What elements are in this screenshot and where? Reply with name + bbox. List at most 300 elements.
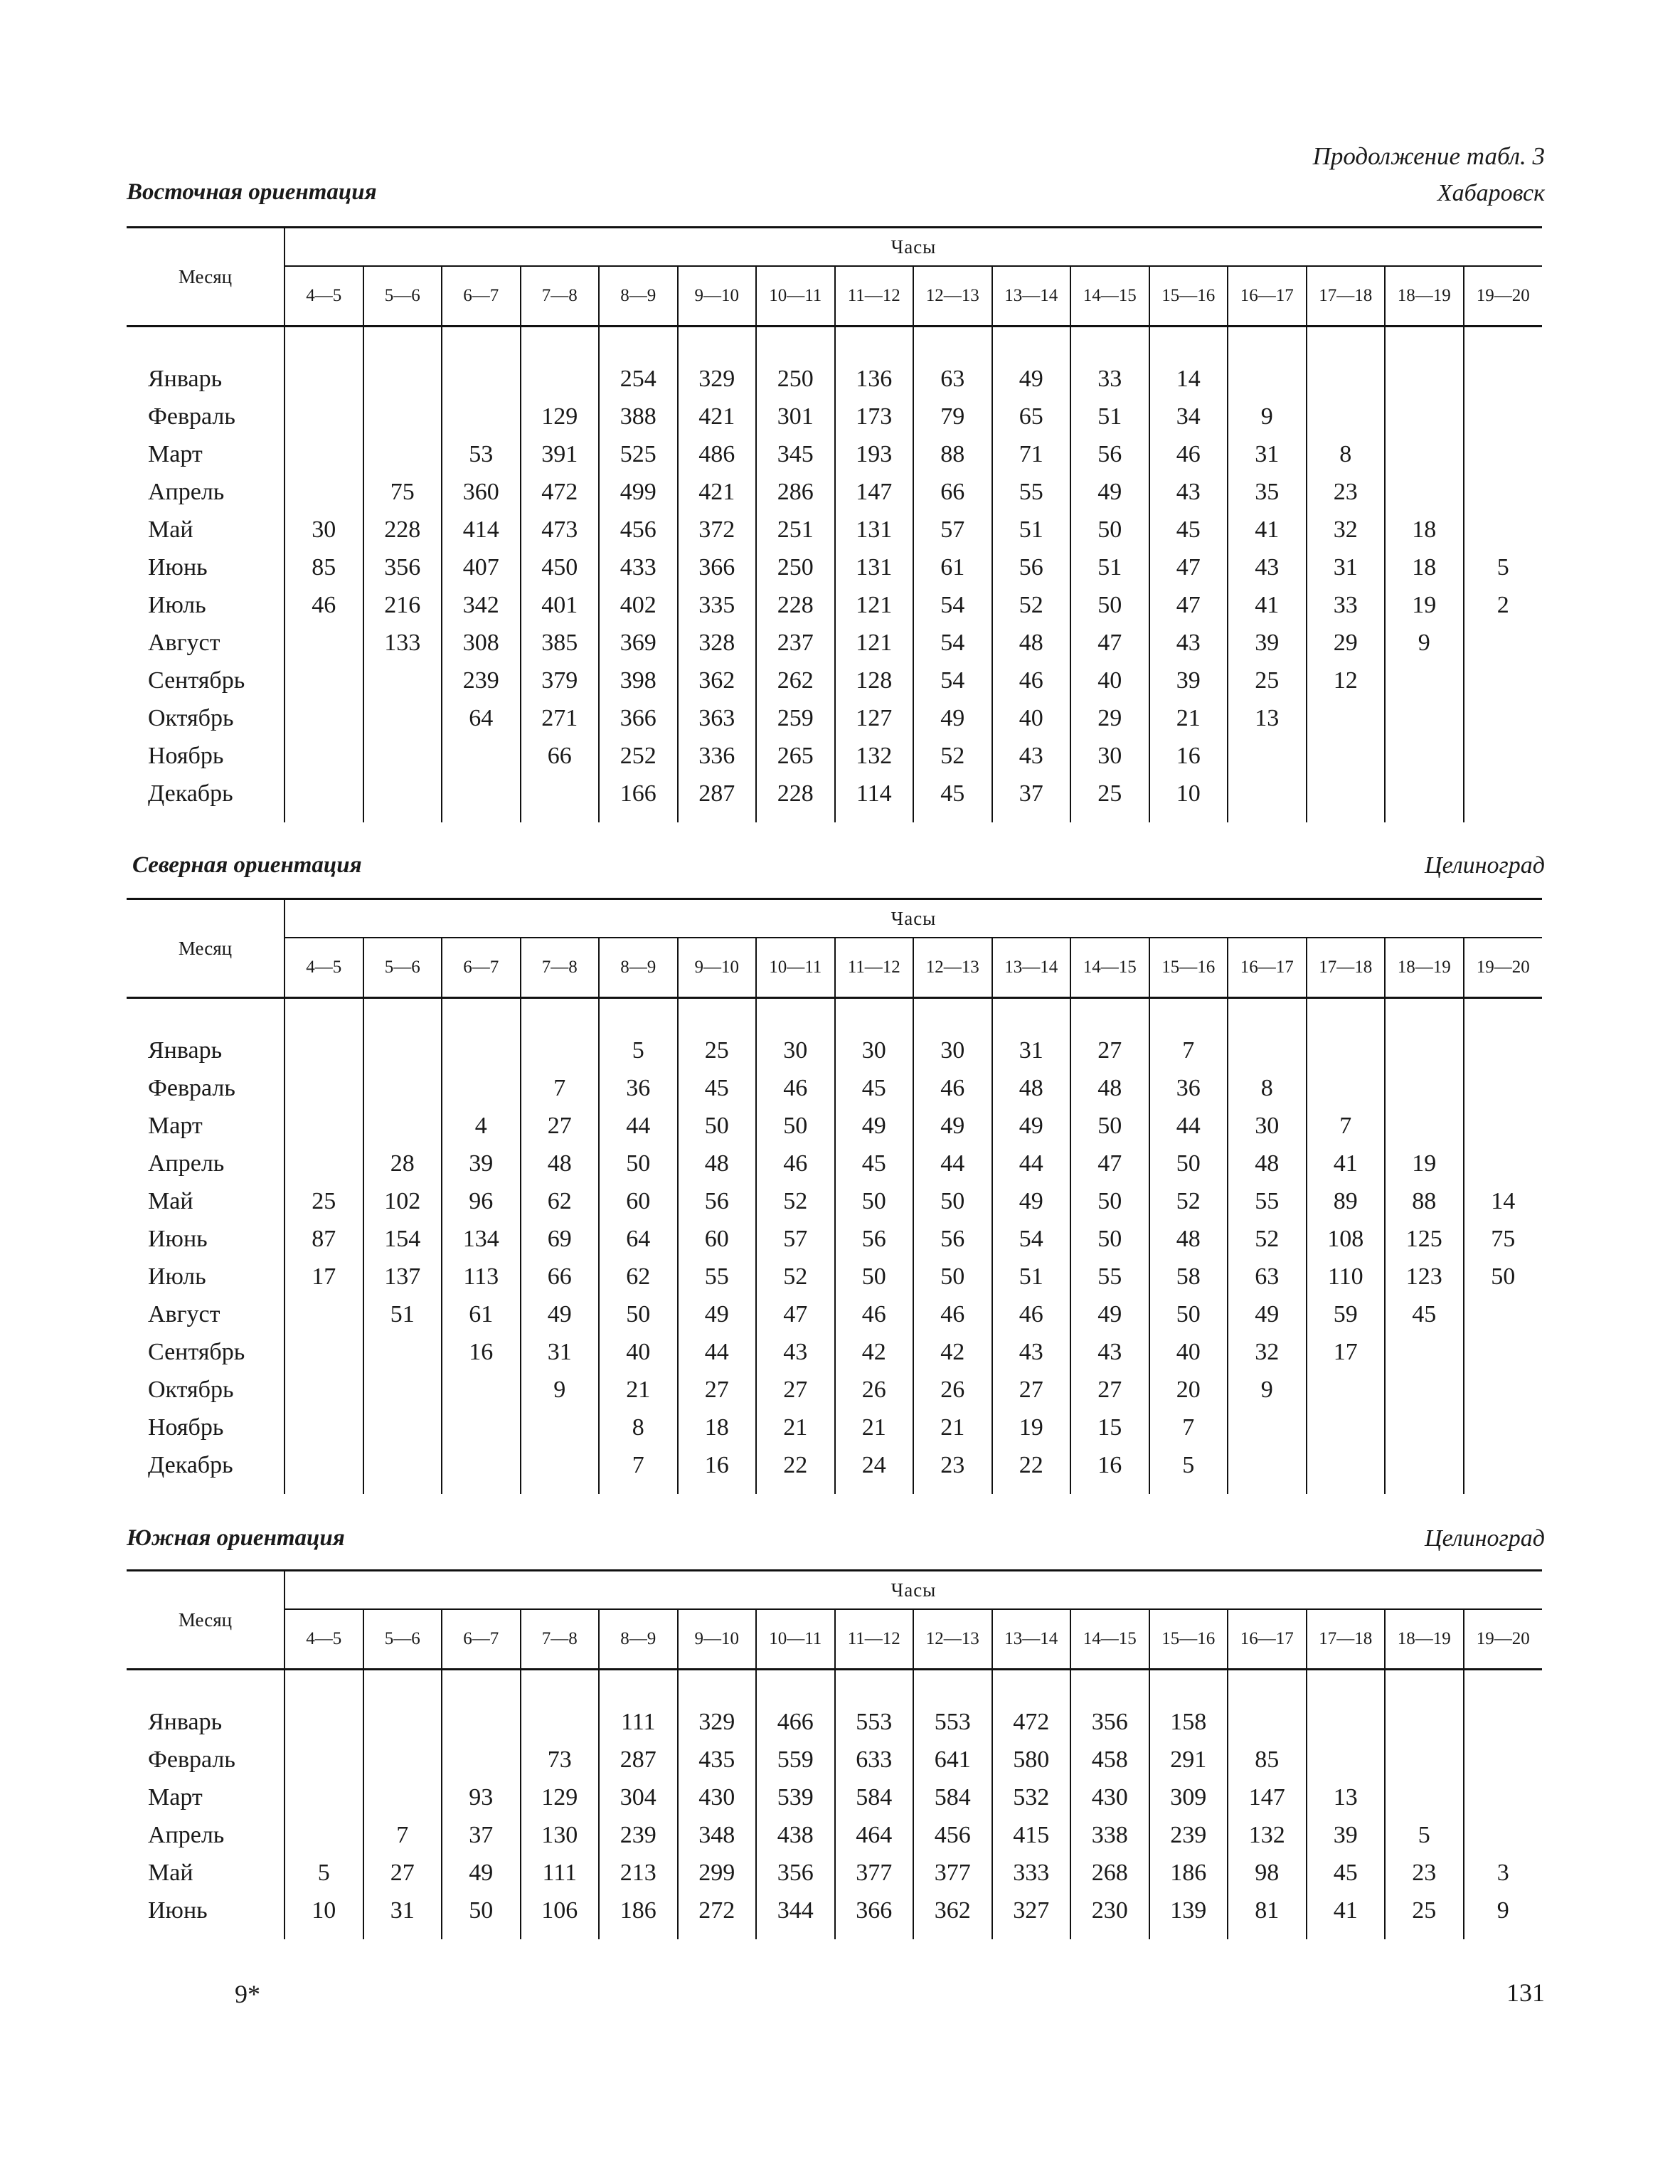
value-cell: 456 [913, 1816, 992, 1854]
value-cell: 46 [913, 1295, 992, 1333]
hour-column-header: 9—10 [678, 1609, 757, 1670]
value-cell: 525 [599, 435, 678, 473]
value-cell [1464, 1741, 1543, 1779]
value-cell [1464, 1703, 1543, 1741]
value-cell: 45 [835, 1069, 914, 1107]
value-cell: 61 [442, 1295, 521, 1333]
value-cell: 40 [599, 1333, 678, 1371]
hour-column-header: 14—15 [1070, 938, 1149, 998]
value-cell [1464, 1145, 1543, 1182]
value-cell: 251 [756, 511, 835, 548]
table-row [127, 1816, 1542, 1854]
value-cell: 26 [913, 1371, 992, 1409]
value-cell [363, 775, 442, 812]
table-east [127, 226, 1542, 822]
table-row [127, 1779, 1542, 1816]
hour-column-header: 11—12 [835, 1609, 914, 1670]
table-south [127, 1569, 1542, 1939]
value-cell [363, 435, 442, 473]
value-cell [1307, 1741, 1386, 1779]
value-cell [1464, 435, 1543, 473]
value-cell: 129 [521, 398, 600, 435]
month-label: Февраль [148, 1074, 235, 1101]
value-cell: 51 [363, 1295, 442, 1333]
value-cell [363, 699, 442, 737]
value-cell: 47 [1070, 624, 1149, 662]
value-cell [521, 775, 600, 812]
value-cell: 49 [1070, 1295, 1149, 1333]
value-cell: 51 [1070, 398, 1149, 435]
value-cell: 50 [678, 1107, 757, 1145]
value-cell: 230 [1070, 1892, 1149, 1929]
value-cell: 23 [913, 1446, 992, 1484]
table-row [127, 624, 1542, 662]
value-cell: 21 [913, 1409, 992, 1446]
value-cell: 345 [756, 435, 835, 473]
hour-column-header: 13—14 [992, 266, 1071, 327]
value-cell: 33 [1307, 586, 1386, 624]
value-cell [1307, 737, 1386, 775]
hour-column-header: 19—20 [1464, 266, 1543, 327]
hour-column-header: 8—9 [599, 1609, 678, 1670]
value-cell: 75 [363, 473, 442, 511]
hour-column-header: 6—7 [442, 266, 521, 327]
hours-group-header: Часы [285, 1571, 1542, 1610]
section-city-south: Целиноград [1425, 1525, 1545, 1552]
month-label: Январь [148, 1708, 223, 1735]
value-cell [285, 398, 363, 435]
value-cell: 136 [835, 360, 914, 398]
value-cell: 286 [756, 473, 835, 511]
value-cell: 50 [599, 1145, 678, 1182]
value-cell: 54 [913, 586, 992, 624]
value-cell [285, 1741, 363, 1779]
value-cell: 128 [835, 662, 914, 699]
value-cell: 4 [442, 1107, 521, 1145]
value-cell: 17 [1307, 1333, 1386, 1371]
hour-column-header: 19—20 [1464, 1609, 1543, 1670]
value-cell: 7 [1307, 1107, 1386, 1145]
hour-column-header: 4—5 [285, 938, 363, 998]
value-cell: 57 [913, 511, 992, 548]
value-cell: 49 [521, 1295, 600, 1333]
value-cell: 466 [756, 1703, 835, 1741]
value-cell [363, 360, 442, 398]
value-cell [1228, 1446, 1307, 1484]
table-row [127, 1069, 1542, 1107]
value-cell: 366 [599, 699, 678, 737]
table-row [127, 1032, 1542, 1069]
value-cell: 17 [285, 1258, 363, 1295]
value-cell [1307, 1703, 1386, 1741]
value-cell [1464, 1069, 1543, 1107]
hour-column-header: 10—11 [756, 266, 835, 327]
value-cell: 3 [1464, 1854, 1543, 1892]
value-cell: 12 [1307, 662, 1386, 699]
value-cell: 49 [1228, 1295, 1307, 1333]
hour-column-header: 19—20 [1464, 938, 1543, 998]
value-cell: 46 [913, 1069, 992, 1107]
value-cell: 539 [756, 1779, 835, 1816]
value-cell: 30 [285, 511, 363, 548]
value-cell: 52 [1228, 1220, 1307, 1258]
value-cell: 111 [521, 1854, 600, 1892]
value-cell: 123 [1385, 1258, 1464, 1295]
value-cell: 26 [835, 1371, 914, 1409]
month-label: Сентябрь [148, 667, 245, 694]
value-cell [442, 737, 521, 775]
value-cell: 56 [835, 1220, 914, 1258]
month-label: Май [148, 516, 193, 543]
value-cell: 237 [756, 624, 835, 662]
value-cell: 2 [1464, 586, 1543, 624]
value-cell: 47 [1149, 548, 1228, 586]
value-cell [1385, 699, 1464, 737]
value-cell: 19 [1385, 1145, 1464, 1182]
value-cell [285, 1371, 363, 1409]
value-cell: 7 [521, 1069, 600, 1107]
hour-column-header: 12—13 [913, 266, 992, 327]
value-cell: 48 [521, 1145, 600, 1182]
value-cell [1307, 1446, 1386, 1484]
value-cell: 102 [363, 1182, 442, 1220]
hour-column-header: 15—16 [1149, 266, 1228, 327]
value-cell [285, 1816, 363, 1854]
value-cell [1464, 1409, 1543, 1446]
value-cell: 362 [913, 1892, 992, 1929]
value-cell: 127 [835, 699, 914, 737]
value-cell: 23 [1385, 1854, 1464, 1892]
value-cell: 134 [442, 1220, 521, 1258]
value-cell: 62 [599, 1258, 678, 1295]
value-cell: 131 [835, 548, 914, 586]
value-cell: 344 [756, 1892, 835, 1929]
value-cell [285, 624, 363, 662]
table-row [127, 699, 1542, 737]
value-cell [363, 1409, 442, 1446]
hour-column-header: 9—10 [678, 266, 757, 327]
value-cell: 435 [678, 1741, 757, 1779]
value-cell: 60 [599, 1182, 678, 1220]
value-cell: 25 [678, 1032, 757, 1069]
value-cell: 27 [1070, 1371, 1149, 1409]
value-cell: 239 [1149, 1816, 1228, 1854]
value-cell: 55 [678, 1258, 757, 1295]
value-cell: 25 [285, 1182, 363, 1220]
value-cell: 336 [678, 737, 757, 775]
table-row [127, 1333, 1542, 1371]
value-cell: 64 [442, 699, 521, 737]
hour-column-header: 10—11 [756, 938, 835, 998]
month-label: Апрель [148, 1150, 225, 1177]
value-cell: 299 [678, 1854, 757, 1892]
value-cell [442, 1032, 521, 1069]
value-cell [1228, 360, 1307, 398]
value-cell: 46 [1149, 435, 1228, 473]
value-cell: 35 [1228, 473, 1307, 511]
value-cell: 21 [599, 1371, 678, 1409]
value-cell: 7 [599, 1446, 678, 1484]
value-cell: 27 [756, 1371, 835, 1409]
month-label: Июнь [148, 1897, 208, 1924]
value-cell: 47 [1149, 586, 1228, 624]
value-cell: 54 [913, 662, 992, 699]
value-cell: 10 [1149, 775, 1228, 812]
value-cell: 53 [442, 435, 521, 473]
value-cell: 39 [442, 1145, 521, 1182]
value-cell: 50 [1464, 1258, 1543, 1295]
value-cell: 66 [521, 1258, 600, 1295]
value-cell: 13 [1307, 1779, 1386, 1816]
table-row [127, 1371, 1542, 1409]
value-cell: 43 [992, 737, 1071, 775]
value-cell [1464, 473, 1543, 511]
value-cell: 50 [1149, 1295, 1228, 1333]
value-cell [1464, 1295, 1543, 1333]
value-cell [1385, 775, 1464, 812]
hour-column-header: 13—14 [992, 938, 1071, 998]
value-cell: 173 [835, 398, 914, 435]
value-cell: 64 [599, 1220, 678, 1258]
value-cell: 121 [835, 586, 914, 624]
value-cell: 75 [1464, 1220, 1543, 1258]
value-cell: 48 [1149, 1220, 1228, 1258]
value-cell: 401 [521, 586, 600, 624]
value-cell: 327 [992, 1892, 1071, 1929]
value-cell [442, 1741, 521, 1779]
table-row [127, 1258, 1542, 1295]
value-cell: 65 [992, 398, 1071, 435]
value-cell: 132 [1228, 1816, 1307, 1854]
table-row [127, 473, 1542, 511]
value-cell [1464, 1032, 1543, 1069]
value-cell: 125 [1385, 1220, 1464, 1258]
hour-column-header: 8—9 [599, 938, 678, 998]
month-label: Апрель [148, 478, 225, 505]
value-cell: 48 [1070, 1069, 1149, 1107]
value-cell [1385, 662, 1464, 699]
value-cell: 57 [756, 1220, 835, 1258]
value-cell: 553 [913, 1703, 992, 1741]
value-cell: 5 [1149, 1446, 1228, 1484]
month-column-header: Месяц [127, 899, 285, 998]
value-cell: 39 [1149, 662, 1228, 699]
value-cell [521, 1446, 600, 1484]
value-cell [285, 1333, 363, 1371]
value-cell: 55 [992, 473, 1071, 511]
value-cell [285, 1145, 363, 1182]
value-cell: 239 [599, 1816, 678, 1854]
value-cell: 36 [1149, 1069, 1228, 1107]
value-cell: 415 [992, 1816, 1071, 1854]
value-cell [1307, 1069, 1386, 1107]
value-cell [285, 1032, 363, 1069]
value-cell [363, 1741, 442, 1779]
value-cell: 348 [678, 1816, 757, 1854]
hour-column-header: 7—8 [521, 938, 600, 998]
value-cell: 63 [913, 360, 992, 398]
value-cell: 228 [756, 775, 835, 812]
value-cell: 88 [1385, 1182, 1464, 1220]
value-cell [1385, 473, 1464, 511]
value-cell: 19 [992, 1409, 1071, 1446]
value-cell: 21 [1149, 699, 1228, 737]
table-north [127, 898, 1542, 1494]
value-cell [363, 1333, 442, 1371]
value-cell: 262 [756, 662, 835, 699]
value-cell [363, 1446, 442, 1484]
value-cell [1464, 775, 1543, 812]
value-cell: 45 [678, 1069, 757, 1107]
value-cell: 250 [756, 360, 835, 398]
month-label: Март [148, 440, 203, 467]
value-cell: 186 [599, 1892, 678, 1929]
value-cell: 32 [1307, 511, 1386, 548]
page-number: 131 [1506, 1978, 1545, 2007]
value-cell: 113 [442, 1258, 521, 1295]
value-cell [1228, 1703, 1307, 1741]
value-cell: 31 [992, 1032, 1071, 1069]
value-cell: 51 [992, 1258, 1071, 1295]
value-cell: 47 [1070, 1145, 1149, 1182]
value-cell: 5 [285, 1854, 363, 1892]
value-cell [1228, 775, 1307, 812]
value-cell: 641 [913, 1741, 992, 1779]
value-cell [1307, 1409, 1386, 1446]
value-cell [1307, 398, 1386, 435]
hour-column-header: 13—14 [992, 1609, 1071, 1670]
value-cell: 407 [442, 548, 521, 586]
value-cell: 48 [992, 624, 1071, 662]
value-cell: 51 [992, 511, 1071, 548]
value-cell: 50 [835, 1182, 914, 1220]
value-cell: 5 [599, 1032, 678, 1069]
hour-column-header: 17—18 [1307, 266, 1386, 327]
value-cell [1385, 737, 1464, 775]
value-cell: 55 [1070, 1258, 1149, 1295]
value-cell: 377 [835, 1854, 914, 1892]
table-row [127, 1409, 1542, 1446]
value-cell: 20 [1149, 1371, 1228, 1409]
value-cell: 333 [992, 1854, 1071, 1892]
value-cell: 22 [756, 1446, 835, 1484]
hour-column-header: 18—19 [1385, 938, 1464, 998]
hour-column-header: 6—7 [442, 938, 521, 998]
value-cell: 363 [678, 699, 757, 737]
table-row [127, 1295, 1542, 1333]
value-cell [363, 662, 442, 699]
value-cell: 52 [992, 586, 1071, 624]
value-cell: 532 [992, 1779, 1071, 1816]
value-cell: 21 [835, 1409, 914, 1446]
value-cell: 66 [521, 737, 600, 775]
value-cell: 54 [913, 624, 992, 662]
value-cell: 271 [521, 699, 600, 737]
value-cell [1385, 1107, 1464, 1145]
value-cell [1464, 398, 1543, 435]
value-cell: 30 [1228, 1107, 1307, 1145]
value-cell: 50 [1070, 1220, 1149, 1258]
value-cell: 58 [1149, 1258, 1228, 1295]
value-cell: 39 [1228, 624, 1307, 662]
month-label: Август [148, 1300, 220, 1327]
value-cell: 42 [835, 1333, 914, 1371]
value-cell [442, 1069, 521, 1107]
value-cell [1464, 662, 1543, 699]
hour-column-header: 17—18 [1307, 938, 1386, 998]
value-cell: 22 [992, 1446, 1071, 1484]
table-row [127, 548, 1542, 586]
value-cell: 49 [992, 1182, 1071, 1220]
value-cell: 69 [521, 1220, 600, 1258]
value-cell [1385, 435, 1464, 473]
value-cell: 186 [1149, 1854, 1228, 1892]
value-cell: 46 [756, 1069, 835, 1107]
value-cell [285, 1779, 363, 1816]
value-cell: 356 [1070, 1703, 1149, 1741]
value-cell [1228, 1032, 1307, 1069]
table-row [127, 1220, 1542, 1258]
continuation-label: Продолжение табл. 3 [1312, 142, 1545, 170]
value-cell: 27 [992, 1371, 1071, 1409]
month-label: Февраль [148, 403, 235, 430]
value-cell: 40 [1070, 662, 1149, 699]
value-cell [285, 435, 363, 473]
value-cell: 433 [599, 548, 678, 586]
table-row [127, 1892, 1542, 1929]
value-cell: 61 [913, 548, 992, 586]
value-cell: 41 [1307, 1892, 1386, 1929]
value-cell: 50 [1070, 1182, 1149, 1220]
value-cell: 49 [992, 1107, 1071, 1145]
value-cell: 30 [913, 1032, 992, 1069]
value-cell [1464, 1371, 1543, 1409]
value-cell: 8 [599, 1409, 678, 1446]
month-label: Сентябрь [148, 1338, 245, 1365]
value-cell: 50 [1070, 511, 1149, 548]
value-cell: 114 [835, 775, 914, 812]
value-cell: 130 [521, 1816, 600, 1854]
value-cell: 63 [1228, 1258, 1307, 1295]
value-cell: 81 [1228, 1892, 1307, 1929]
value-cell: 18 [1385, 548, 1464, 586]
month-label: Октябрь [148, 704, 234, 731]
value-cell [442, 360, 521, 398]
value-cell: 43 [992, 1333, 1071, 1371]
value-cell: 158 [1149, 1703, 1228, 1741]
value-cell: 360 [442, 473, 521, 511]
value-cell [1464, 360, 1543, 398]
value-cell: 391 [521, 435, 600, 473]
value-cell: 41 [1228, 586, 1307, 624]
value-cell: 85 [1228, 1741, 1307, 1779]
value-cell: 56 [913, 1220, 992, 1258]
value-cell: 43 [1149, 624, 1228, 662]
value-cell: 398 [599, 662, 678, 699]
month-label: Июль [148, 1263, 206, 1290]
value-cell: 45 [913, 775, 992, 812]
hour-column-header: 6—7 [442, 1609, 521, 1670]
value-cell: 45 [835, 1145, 914, 1182]
table-row [127, 586, 1542, 624]
value-cell: 44 [678, 1333, 757, 1371]
hour-column-header: 10—11 [756, 1609, 835, 1670]
value-cell: 24 [835, 1446, 914, 1484]
value-cell: 56 [992, 548, 1071, 586]
value-cell: 46 [992, 1295, 1071, 1333]
value-cell: 121 [835, 624, 914, 662]
value-cell [1228, 1409, 1307, 1446]
